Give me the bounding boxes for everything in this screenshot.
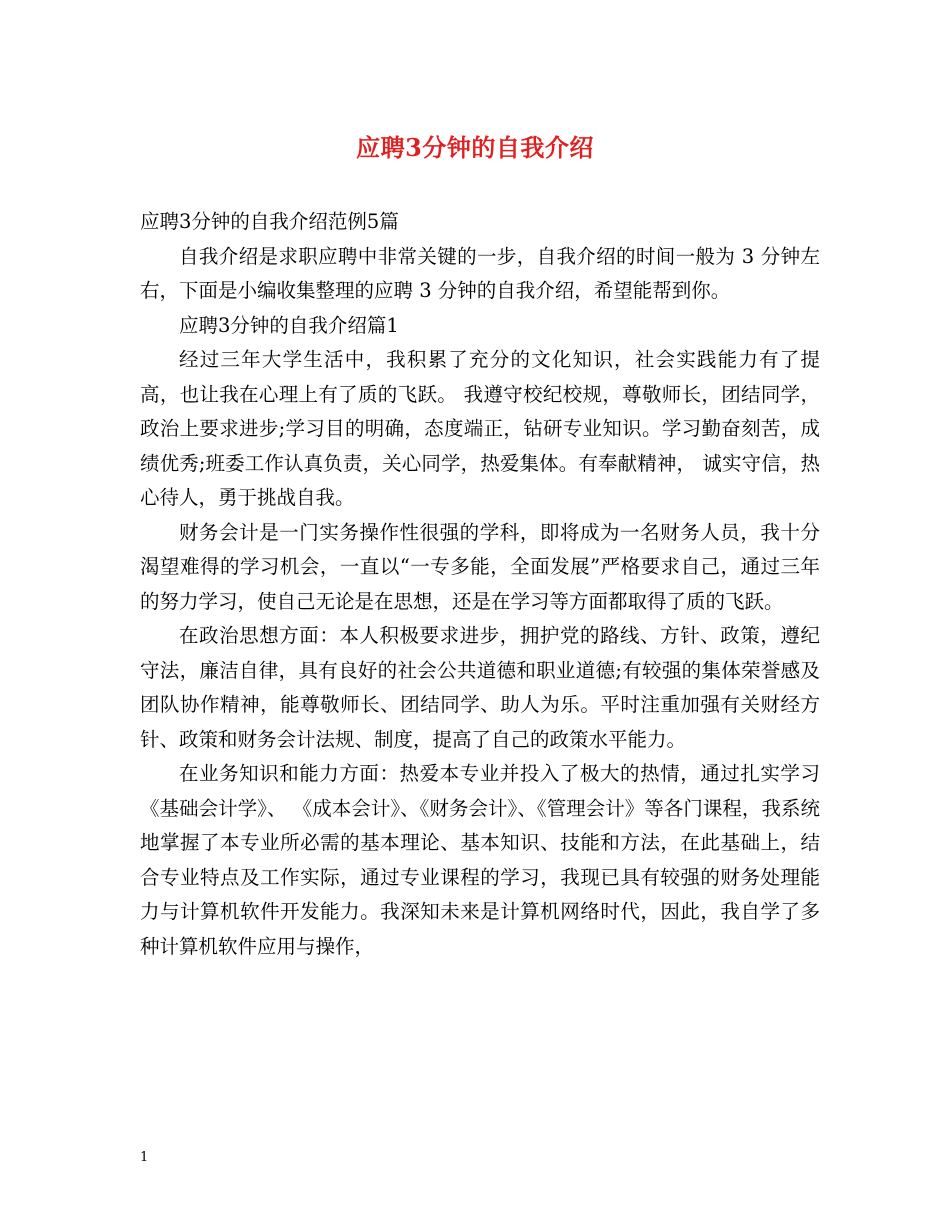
body-paragraph: 财务会计是一门实务操作性很强的学科，即将成为一名财务人员，我十分渴望难得的学习机会，一直以“一专多能，全面发展”严格要求自己，通过三年的努力学习，使自己无论是在思想，还是在学习等方面都取得了质的飞跃。 xyxy=(140,520,820,613)
intro-paragraph: 自我介绍是求职应聘中非常关键的一步，自我介绍的时间一般为 3 分钟左右，下面是小编收集整理的应聘 3 分钟的自我介绍，希望能帮到你。 xyxy=(140,244,820,302)
document-body xyxy=(140,205,820,964)
section-heading: 应聘3分钟的自我介绍篇1 xyxy=(179,313,399,337)
document-title: 应聘3分钟的自我介绍 xyxy=(356,133,594,162)
body-paragraph: 经过三年大学生活中，我积累了充分的文化知识，社会实践能力有了提高，也让我在心理上有了质的飞跃。 我遵守校纪校规，尊敬师长，团结同学，政治上要求进步;学习目的明确，态度端正，钻研专业知识。学习勤奋刻苦，成绩优秀;班委工作认真负责，关心同学，热爱集体。有奉献精神， 诚实守信，热心待人，勇于挑战自我。 xyxy=(140,348,820,509)
subtitle-line: 应聘3分钟的自我介绍范例5篇 xyxy=(140,210,399,233)
body-paragraph: 在业务知识和能力方面：热爱本专业并投入了极大的热情，通过扎实学习《基础会计学》、 《成本会计》、《财务会计》、《管理会计》等各门课程，我系统地掌握了本专业所必需的基本理论、基本知识、技能和方法，在此基础上，结合专业特点及工作实际，通过专业课程的学习，我现已具有较强的财务处理能力与计算机软件开发能力。我深知未来是计算机网络时代，因此，我自学了多种计算机软件应用与操作， xyxy=(140,762,820,958)
page-number: 1 xyxy=(140,1150,149,1165)
body-paragraph: 在政治思想方面：本人积极要求进步，拥护党的路线、方针、政策，遵纪守法，廉洁自律，具有良好的社会公共道德和职业道德;有较强的集体荣誉感及团队协作精神，能尊敬师长、团结同学、助人为乐。平时注重加强有关财经方针、政策和财务会计法规、制度，提高了自己的政策水平能力。 xyxy=(140,624,820,751)
